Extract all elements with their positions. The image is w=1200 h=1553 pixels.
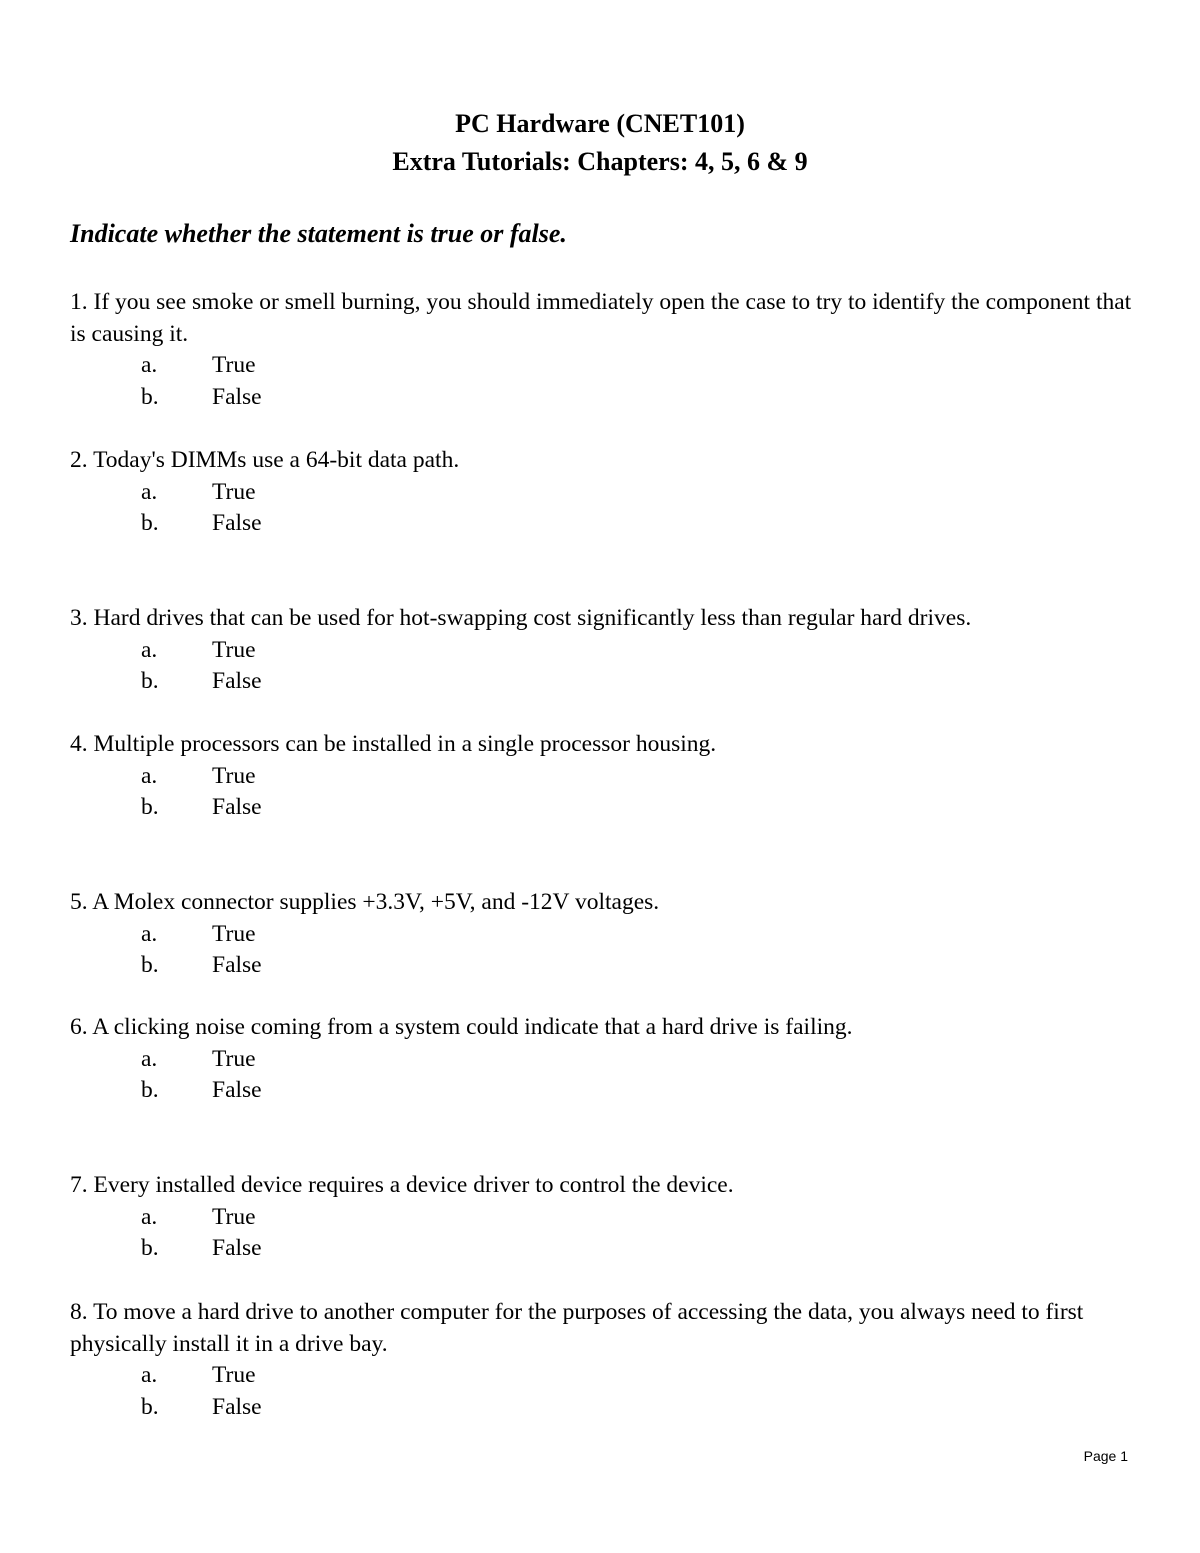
question-4 [70, 729, 1150, 824]
option-letter: b. [141, 668, 159, 694]
option-true[interactable] [70, 1044, 1150, 1076]
option-false[interactable] [70, 666, 1150, 698]
option-false[interactable] [70, 792, 1150, 824]
option-letter: b. [141, 383, 159, 410]
question-7 [70, 1170, 1150, 1265]
option-false[interactable] [70, 508, 1150, 540]
option-label: True [212, 920, 256, 947]
option-label: True [212, 1203, 256, 1230]
option-letter: b. [141, 510, 159, 536]
question-text: 5. A Molex connector supplies +3.3V, +5V, and -12V voltages. [70, 889, 660, 915]
option-true[interactable] [70, 761, 1150, 793]
document-title: PC Hardware (CNET101) [455, 109, 745, 138]
option-letter: b. [141, 1235, 159, 1261]
answer-options [70, 350, 1150, 413]
option-letter: a. [141, 1045, 158, 1072]
option-false[interactable] [70, 1392, 1150, 1424]
document-subtitle: Extra Tutorials: Chapters: 4, 5, 6 & 9 [392, 147, 808, 176]
option-label: False [212, 510, 262, 536]
question-text: 4. Multiple processors can be installed in a single processor housing. [70, 731, 717, 757]
answer-options [70, 919, 1150, 982]
question-text: 8. To move a hard drive to another computer for the purposes of accessing the data, you always need to first physically install it in a drive bay. [70, 1299, 1084, 1357]
answer-options [70, 1044, 1150, 1107]
option-false[interactable] [70, 950, 1150, 982]
section-instruction: Indicate whether the statement is true or false. [70, 219, 567, 248]
question-text: 2. Today's DIMMs use a 64-bit data path. [70, 447, 460, 473]
option-label: False [212, 1393, 262, 1420]
option-label: False [212, 383, 262, 410]
question-text: 1. If you see smoke or smell burning, you should immediately open the case to try to identify the component that is causing it. [70, 289, 1132, 347]
option-label: False [212, 794, 262, 820]
option-letter: b. [141, 794, 159, 820]
question-text: 7. Every installed device requires a device driver to control the device. [70, 1172, 734, 1198]
option-true[interactable] [70, 635, 1150, 667]
question-1 [70, 287, 1150, 413]
option-true[interactable] [70, 350, 1150, 382]
option-letter: b. [141, 1393, 159, 1420]
option-label: False [212, 1077, 262, 1103]
option-letter: a. [141, 1203, 158, 1230]
option-letter: a. [141, 920, 158, 947]
option-false[interactable] [70, 1075, 1150, 1107]
question-text: 6. A clicking noise coming from a system could indicate that a hard drive is failing. [70, 1014, 853, 1040]
answer-options [70, 635, 1150, 698]
option-true[interactable] [70, 1202, 1150, 1234]
option-label: False [212, 668, 262, 694]
question-8 [70, 1297, 1150, 1423]
answer-options [70, 761, 1150, 824]
question-text: 3. Hard drives that can be used for hot-swapping cost significantly less than regular hard drives. [70, 605, 972, 631]
answer-options [70, 1360, 1150, 1423]
option-letter: b. [141, 952, 159, 978]
option-letter: a. [141, 352, 158, 378]
option-letter: a. [141, 636, 158, 663]
option-letter: a. [141, 478, 158, 505]
option-letter: b. [141, 1077, 159, 1103]
answer-options [70, 477, 1150, 540]
option-label: True [212, 636, 256, 663]
option-label: True [212, 1045, 256, 1072]
option-letter: a. [141, 762, 158, 789]
option-true[interactable] [70, 477, 1150, 509]
option-label: False [212, 952, 262, 978]
question-2 [70, 445, 1150, 540]
option-label: True [212, 1362, 256, 1388]
page-number: Page 1 [1083, 1448, 1128, 1464]
option-label: True [212, 762, 256, 789]
option-label: True [212, 478, 256, 505]
option-letter: a. [141, 1362, 158, 1388]
option-label: False [212, 1235, 262, 1261]
answer-options [70, 1202, 1150, 1265]
option-label: True [212, 352, 256, 378]
question-6 [70, 1012, 1150, 1107]
question-3 [70, 603, 1150, 698]
question-5 [70, 887, 1150, 982]
option-true[interactable] [70, 1360, 1150, 1392]
option-true[interactable] [70, 919, 1150, 951]
option-false[interactable] [70, 382, 1150, 414]
option-false[interactable] [70, 1233, 1150, 1265]
